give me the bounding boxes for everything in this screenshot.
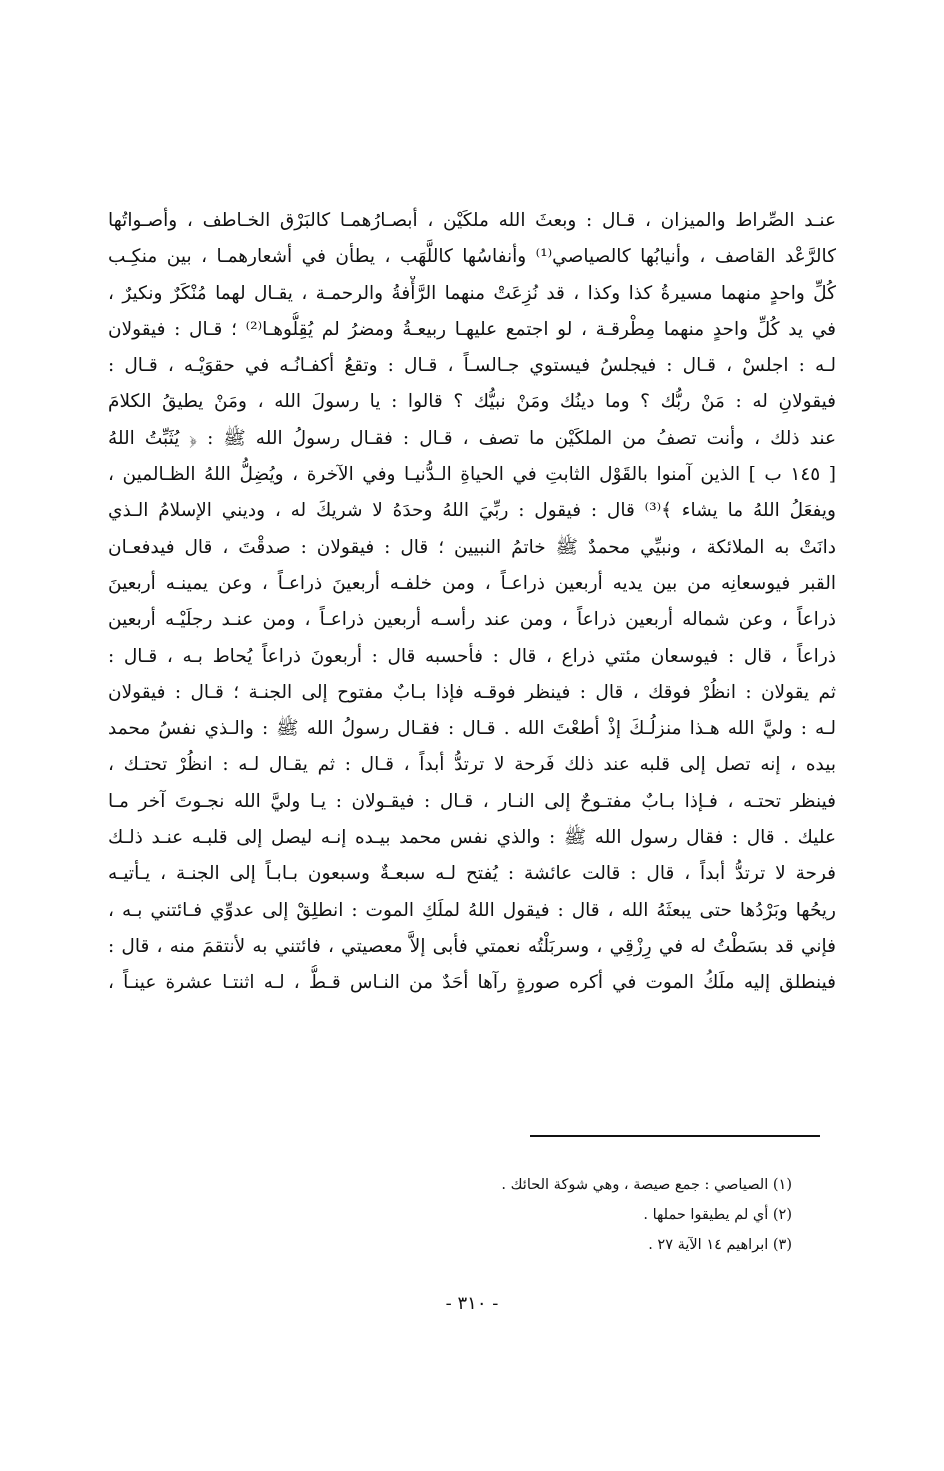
footnote-2: (٢) أي لم يطيقوا حملها . xyxy=(643,1207,792,1223)
text-line-9: ويفعَلُ اللهُ ما يشاء ﴾⁽³⁾ قال : فيقول : ربِّيَ اللهُ وحدَهُ لا شريكَ له ، وديني الإسلامُ الـذي xyxy=(108,500,836,522)
main-text xyxy=(108,203,836,1002)
text-line-15: لـه : وليَّ الله هـذا منزلُـكَ إذْ أطعْتَ الله . قـال : فقـال رسولُ الله ﷺ : والـذي نفسُ محمد xyxy=(108,718,836,740)
text-line-6: فيقولانِ له : مَنْ ربُّك ؟ وما دينُك ومَنْ نبيُّك ؟ قالوا : يا رسولَ الله ، ومَنْ يطيقُ الكلامَ xyxy=(108,391,836,413)
text-line-4: في يد كُلِّ واحدٍ منهما مِطْرقـة ، لو اجتمع عليهـا ربيعـةُ ومضرُ لم يُقِلُّوهـا⁽²⁾ ؛ قـال : فيقولان xyxy=(108,318,836,340)
text-line-12: ذراعاً ، وعن شماله أربعين ذراعاً ، ومن عند رأسـه أربعين ذراعـاً ، ومن عنـد رجلَيْـه أربعين xyxy=(108,609,836,631)
text-line-1: عنـد الصِّراط والميزان ، قـال : وبعثَ الله ملكَيْن ، أبصـارُهمـا كالبَرْق الخـاطف ، وأصـواتُها xyxy=(108,210,836,231)
page-number: - ٣١٠ - xyxy=(445,1293,499,1314)
text-line-11: القبر فيوسعانِه من بين يديه أربعين ذراعـاً ، ومن خلفـه أربعينَ ذراعـاً ، وعن يمينـه أربعينَ xyxy=(108,572,836,594)
text-line-22: فينطلق إليه ملَكُ الموت في أكره صورةٍ رآها أحَدٌ من النـاس قـطُّ ، لـه اثنتـا عشرة عينـاً ، xyxy=(108,972,836,994)
footnote-1: (١) الصياصي : جمع صيصة ، وهي شوكة الحائك . xyxy=(501,1177,792,1193)
text-line-20: ريحُها وبَرْدُها حتى يبعثَهُ الله ، قال : فيقول اللهُ لملَكِ الموت : انطلِقْ إلى عدوِّي فـائتني بـه ، xyxy=(108,899,836,921)
text-line-19: فرحة لا ترتدُّ أبداً ، قال : قالت عائشة : يُفتح لـه سبعـةٌ وسبعون بـابـاً إلى الجنـة ، يـأتيـه xyxy=(108,863,836,885)
text-line-16: بيده ، إنه تصل إلى قلبه عند ذلك فَرحة لا ترتدُّ أبداً ، قـال : ثم يقـال لـه : انظُرْ تحتـك ، xyxy=(108,754,836,776)
text-line-2: كالرَّعْد القاصف ، وأنيابُها كالصياصي⁽¹⁾ وأنفاسُها كاللَّهَب ، يطأن في أشعارهمـا ، بين منكِـب xyxy=(108,246,836,268)
text-line-13: ذراعاً ، قال : فيوسعان مئتي ذراع ، قال : فأحسبه قال : أربعونَ ذراعاً يُحاط بـه ، قـال : xyxy=(108,645,836,667)
footnote-3: (٣) ابراهيم ١٤ الآية ٢٧ . xyxy=(648,1237,792,1253)
text-line-10: دانَتْ به الملائكة ، ونبيِّي محمدٌ ﷺ خاتمُ النبيين ؛ قال : فيقولان : صدقْتَ ، قال فيدفعـان xyxy=(108,536,836,558)
text-line-17: فينظر تحتـه ، فـإذا بـابٌ مفتـوحٌ إلى النـار ، قـال : فيقـولان : يـا وليَّ الله نجـوتَ آخر مـا xyxy=(108,790,836,812)
text-line-5: لـه : اجلسْ ، قـال : فيجلسُ فيستوي جـالسـاً ، قـال : وتقعُ أكفـانُـه في حقوَيْـه ، قـال : xyxy=(108,355,836,377)
text-line-18: عليك . قال : فقال رسول الله ﷺ : والذي نفس محمد بيـده إنـه ليصل إلى قلبـه عنـد ذلـك xyxy=(108,827,836,849)
text-line-8: [ ١٤٥ ب ] الذين آمنوا بالقَوْل الثابتِ في الحياةِ الـدُّنيـا وفي الآخرة ، ويُضِلُّ اللهُ الظـالمين ، xyxy=(108,464,836,486)
text-line-14: ثم يقولان : انظُرْ فوقك ، قال : فينظر فوقـه فإذا بـابٌ مفتوح إلى الجنـة ؛ قـال : فيقولان xyxy=(108,681,836,703)
text-line-7: عند ذلك ، وأنت تصفُ من الملكَيْن ما تصف ، قـال : فقـال رسولُ الله ﷺ : ﴿ يُثَبِّتُ اللهُ xyxy=(108,427,836,449)
footnote-separator xyxy=(530,1135,820,1137)
footnotes xyxy=(272,1170,792,1260)
text-line-21: فإني قد بسَطْتُ له في رِزْقِي ، وسربَلْتُه نعمتي فأبى إلاَّ معصيتي ، فائتني به لأنتقمَ منه ، قال : xyxy=(108,935,836,957)
text-line-3: كُلِّ واحدٍ منهما مسيرةُ كذا وكذا ، قد نُزِعَتْ منهما الرَّأْفةُ والرحمـة ، يقـال لهما مُنْكَرٌ ونكيرٌ ، xyxy=(108,282,836,304)
